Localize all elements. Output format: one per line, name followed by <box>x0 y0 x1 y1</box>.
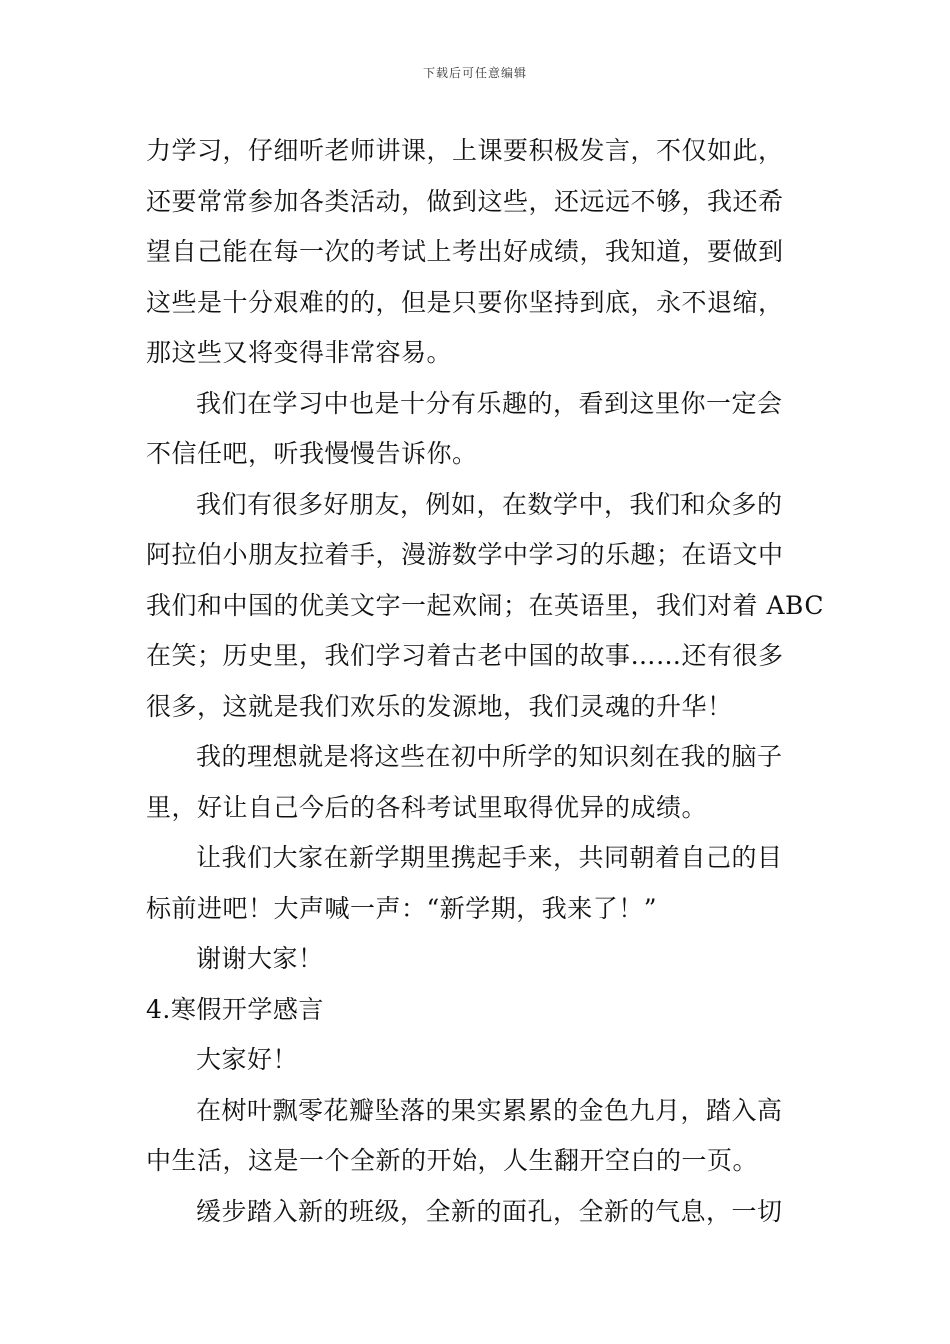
text-line: 中生活，这是一个全新的开始，人生翻开空白的一页。 <box>146 1146 759 1175</box>
paragraph <box>146 1086 808 1187</box>
text-line: 大家好！ <box>196 1045 299 1074</box>
text-line: 谢谢大家！ <box>196 944 324 973</box>
text-line: 还要常常参加各类活动，做到这些，还远远不够，我还希 <box>146 186 784 216</box>
paragraph <box>146 732 808 833</box>
text-line: 我们在学习中也是十分有乐趣的，看到这里你一定会 <box>196 388 783 418</box>
text-line: 那这些又将变得非常容易。 <box>146 338 453 367</box>
paragraph <box>146 480 824 733</box>
text-line: 让我们大家在新学期里携起手来，共同朝着自己的目 <box>196 843 783 872</box>
text-line: 不信任吧，听我慢慢告诉你。 <box>146 439 478 468</box>
paragraph <box>146 126 808 379</box>
paragraph <box>146 833 808 934</box>
text-line: 很多，这就是我们欢乐的发源地，我们灵魂的升华！ <box>146 691 733 721</box>
text-line: 我的理想就是将这些在初中所学的知识刻在我的脑子 <box>196 742 783 771</box>
text-line: 我们和中国的优美文字一起欢闹；在英语里，我们对着 ABC <box>146 590 824 620</box>
text-line: 力学习，仔细听老师讲课，上课要积极发言，不仅如此， <box>146 136 784 165</box>
text-line: 这些是十分艰难的的，但是只要你坚持到底，永不退缩， <box>146 287 784 317</box>
text-line: 我们有很多好朋友，例如，在数学中，我们和众多的 <box>196 489 783 519</box>
paragraph <box>146 1035 808 1086</box>
document-body <box>146 126 824 1237</box>
paragraph <box>146 934 808 985</box>
text-line: 在树叶飘零花瓣坠落的果实累累的金色九月，踏入高 <box>196 1095 783 1125</box>
text-line: 在笑；历史里，我们学习着古老中国的故事……还有很多 <box>146 641 784 670</box>
text-line: 缓步踏入新的班级，全新的面孔，全新的气息，一切 <box>196 1196 783 1226</box>
paragraph <box>146 1187 808 1238</box>
text-line: 望自己能在每一次的考试上考出好成绩，我知道，要做到 <box>146 237 784 266</box>
text-line: 阿拉伯小朋友拉着手，漫游数学中学习的乐趣；在语文中 <box>146 540 784 569</box>
paragraph <box>146 379 808 480</box>
page-header: 下载后可任意编辑 <box>422 66 527 80</box>
section-heading: 4.寒假开学感言 <box>146 994 324 1024</box>
text-line: 里，好让自己今后的各科考试里取得优异的成绩。 <box>146 792 708 822</box>
text-line: 标前进吧！大声喊一声：“新学期，我来了！” <box>146 893 658 923</box>
